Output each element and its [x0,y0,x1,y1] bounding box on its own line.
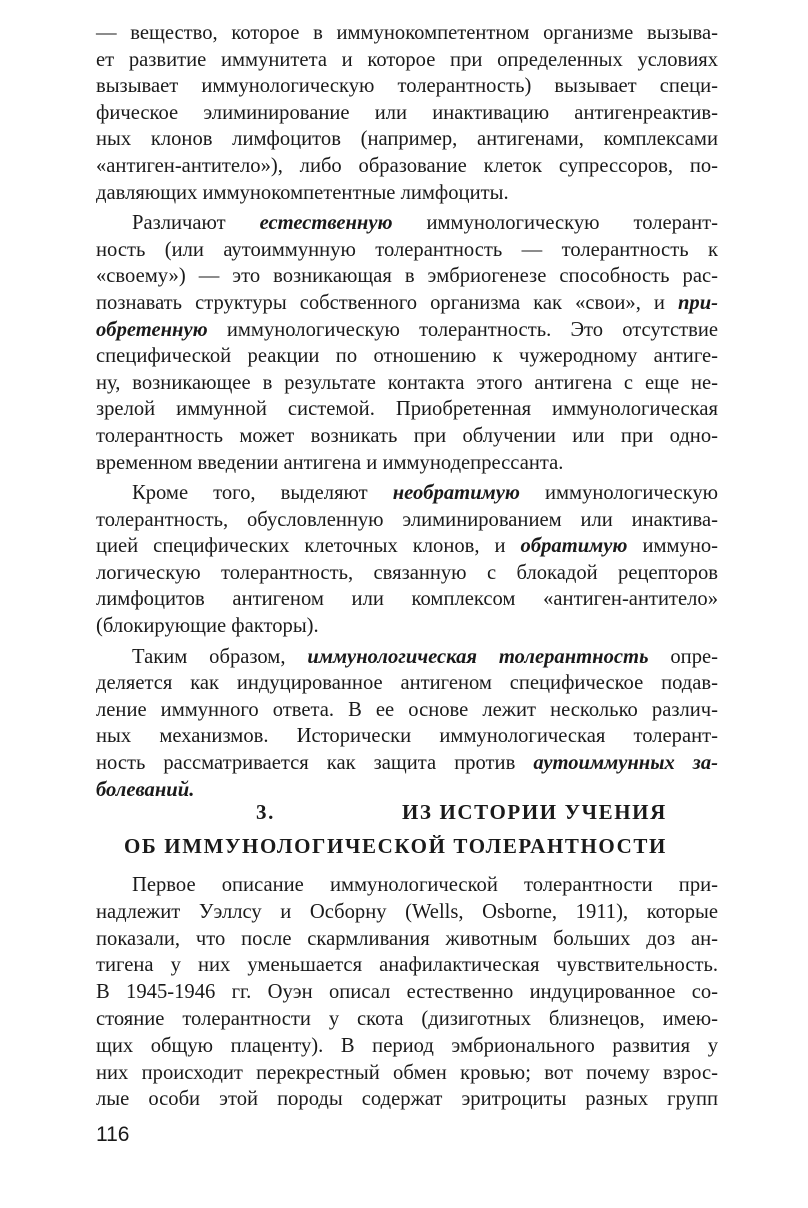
text-line: специфической реакции по отношению к чужеродному антиге- [96,345,718,368]
text-line: зрелой иммунной системой. Приобретенная иммунологическая [96,398,718,421]
text-line: лые особи этой породы содержат эритроциты разных групп [96,1088,718,1111]
heading-line: ИЗ ИСТОРИИ УЧЕНИЯ [402,800,667,824]
text-line: ление иммунного ответа. В ее основе лежит несколько различ- [96,698,718,721]
text-line: Первое описание иммунологической толерантности при- [132,874,718,896]
text-line: деляется как индуцированное антигеном специфическое подав- [96,672,718,695]
text-line: ет развитие иммунитета и которое при определенных условиях [96,48,718,71]
section-heading [96,795,718,863]
text-line: показали, что после скармливания животным больших доз ан- [96,927,718,950]
text-line: В 1945-1946 гг. Оуэн описал естественно индуцированное со- [96,981,718,1004]
text-run: Кроме того, выделяют [132,482,393,505]
emphasis-term: обретенную [96,318,208,341]
text-line: фическое элиминирование или инактивацию антигенреактив- [96,101,718,124]
text-run: ность рассматривается как защита против [96,752,534,775]
text-line: временном введении антигена и иммунодепрессанта. [96,451,564,474]
text-line [96,750,718,777]
text-line: — вещество, которое в иммунокомпетентном организме вызыва- [96,22,718,44]
text-run: иммунологическую толерант- [392,212,718,235]
paragraph-1 [96,20,718,206]
paragraph-5 [96,872,718,1113]
emphasis-term: иммунологическая толерантность [307,645,649,668]
text-line: стояние толерантности у скота (дизиготных близнецов, имею- [96,1007,718,1030]
text-line: толерантность может возникать при облучении или при одно- [96,424,718,447]
text-run: опре- [648,645,718,668]
emphasis-term: обратимую [520,535,628,558]
text-line [96,290,718,317]
paragraph-3 [96,480,718,640]
text-line: ность (или аутоиммунную толерантность — толерантность к [96,238,718,261]
text-line: толерантность, обусловленную элиминированием или инактива- [96,508,718,531]
text-line: них происходит перекрестный обмен кровью; вот почему взрос- [96,1061,718,1084]
text-line: надлежит Уэллсу и Осборну (Wells, Osborne, 1911), которые [96,900,718,923]
emphasis-term: аутоиммунных за- [533,752,718,775]
text-line [96,644,718,671]
text-line [96,210,718,237]
text-line: «антиген-антитело»), либо образование клеток супрессоров, по- [96,154,718,177]
page-number: 116 [96,1123,130,1146]
text-line: ну, возникающее в результате контакта этого антигена с еще не- [96,371,718,394]
text-run: Таким образом, [132,645,308,668]
text-line: ных механизмов. Исторически иммунологическая толерант- [96,725,718,748]
text-run: Различают [132,212,260,235]
emphasis-term: необратимую [392,482,520,505]
text-line: ных клонов лимфоцитов (например, антигенами, комплексами [96,128,718,151]
text-run: иммунологическую толерантность. Это отсутствие [207,318,718,341]
text-run: иммунологическую [519,482,719,505]
text-line: щих общую плаценту). В период эмбрионального развития у [96,1034,718,1057]
text-line: (блокирующие факторы). [96,615,319,638]
emphasis-term: при- [677,291,718,314]
emphasis-term: болеваний. [96,778,195,801]
paragraph-2 [96,210,718,476]
text-line [96,533,718,560]
main-text [96,20,718,807]
text-run: цией специфических клеточных клонов, и [96,535,521,558]
text-run: иммуно- [627,535,718,558]
paragraph-4 [96,644,718,804]
text-run: познавать структуры собственного организма как «свои», и [96,291,678,314]
emphasis-term: естественную [259,212,393,235]
section-number: 3. [256,800,275,824]
text-line: тигена у них уменьшается анафилактическая чувствительность. [96,954,718,977]
text-line [96,317,718,344]
heading-row [96,795,718,829]
text-line: «своему») — это возникающая в эмбриогенезе способность рас- [96,265,718,288]
text-line [96,480,718,507]
text-line: логическую толерантность, связанную с блокадой рецепторов [96,561,718,584]
text-line: лимфоцитов антигеном или комплексом «антиген-антитело» [96,588,718,611]
text-line: давляющих иммунокомпетентные лимфоциты. [96,181,509,204]
text-line: вызывает иммунологическую толерантность) вызывает специ- [96,75,718,98]
heading-line: ОБ ИММУНОЛОГИЧЕСКОЙ ТОЛЕРАНТНОСТИ [124,834,667,858]
